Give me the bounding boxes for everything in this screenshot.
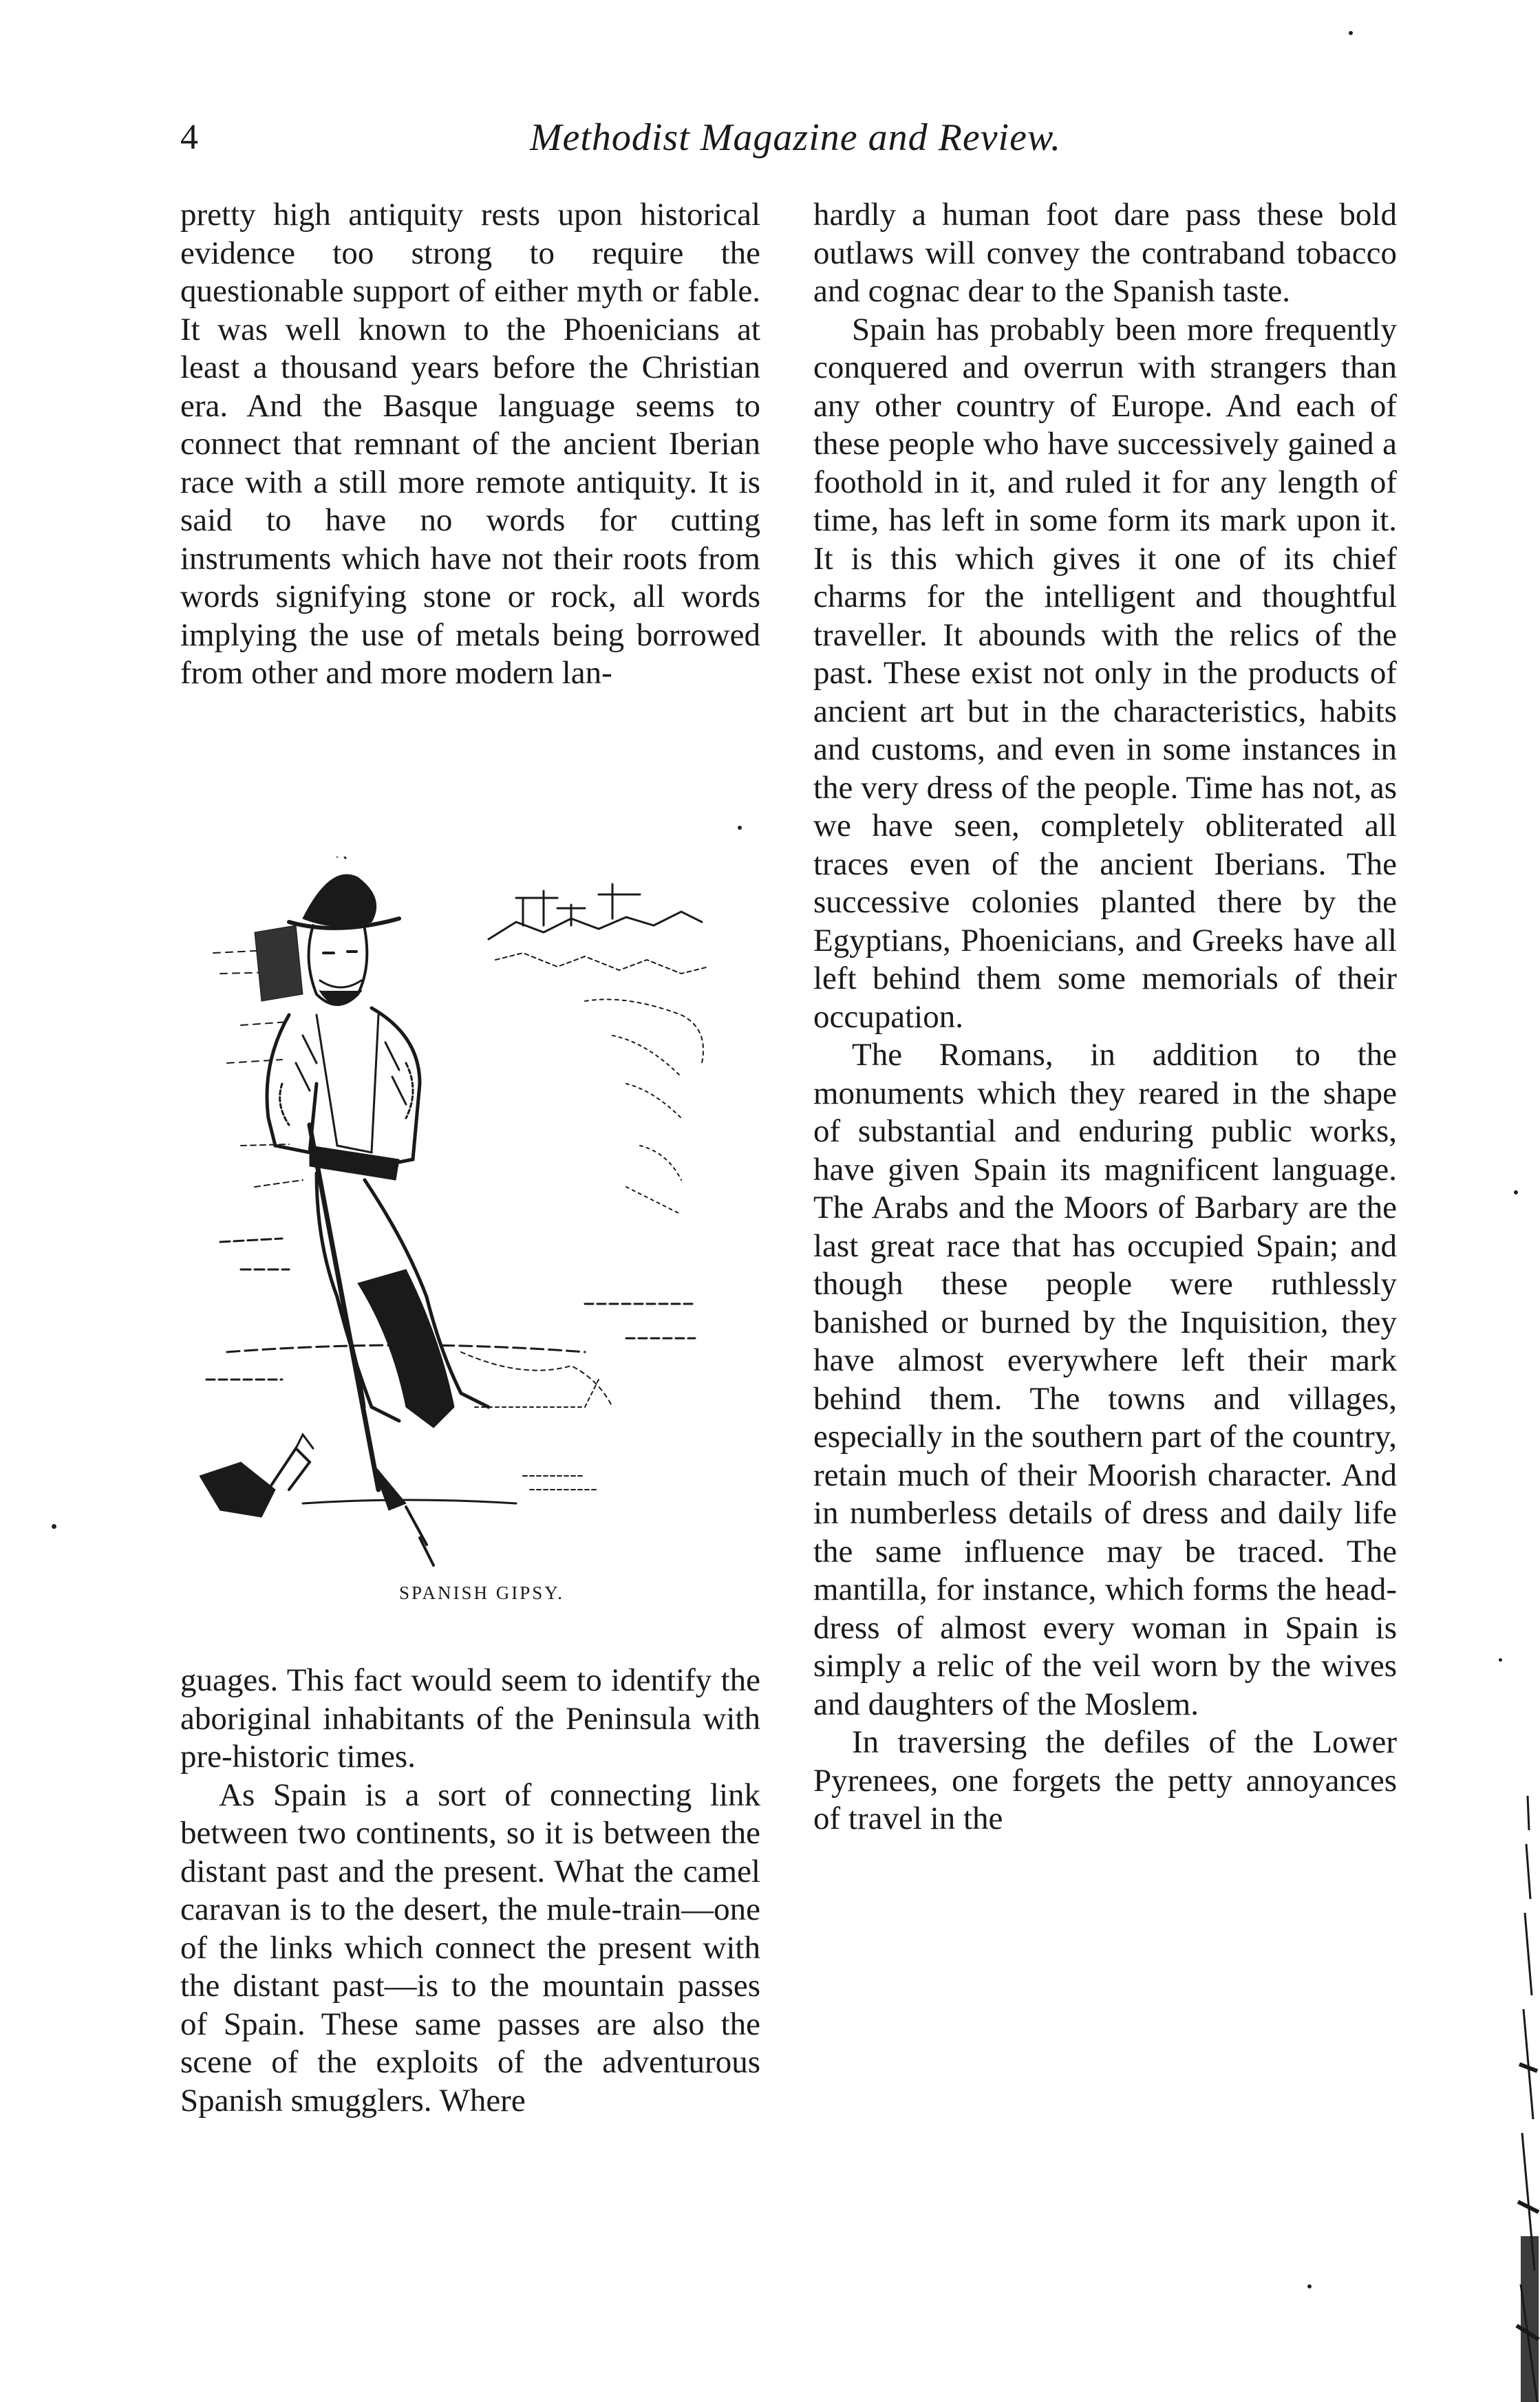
right-column (813, 196, 1397, 1838)
left-column-top (180, 196, 760, 693)
running-head (180, 110, 1411, 165)
scan-speck (1307, 2284, 1312, 2288)
figure-caption: SPANISH GIPSY. (398, 1583, 565, 1603)
gipsy-engraving (200, 857, 764, 1579)
paragraph: hardly a human foot dare pass these bold outlaws will convey the contraband tobacco and cognac dear to the Spanish taste. (813, 197, 1397, 309)
scan-speck (52, 1524, 56, 1529)
paragraph: guages. This fact would seem to identify the aboriginal inhabitants of the Peninsula with pre-historic times. (180, 1662, 760, 1774)
magazine-title: Methodist Magazine and Review. (529, 116, 1062, 159)
scan-speck (1499, 1658, 1502, 1662)
paragraph: As Spain is a sort of connecting link between two continents, so it is between the distant past and the present. What the camel caravan is to the desert, the mule-train—one of the links which connect the present with the distant past—is to the mountain passes of Spain. These same passes are also the scene of the exploits of the adventurous Spanish smugglers. Where (180, 1777, 760, 2119)
illustration-spanish-gipsy (200, 857, 764, 1613)
scan-binding-edge (1507, 1789, 1540, 2402)
left-column-bottom (180, 1662, 760, 2120)
scan-speck (1514, 1190, 1518, 1194)
paragraph: In traversing the defiles of the Lower Pyrenees, one forgets the petty annoyances of travel in the (813, 1724, 1397, 1836)
scan-speck (738, 826, 742, 830)
paragraph: The Romans, in addition to the monuments which they reared in the shape of substantial and enduring public works, have given Spain its magnificent language. The Arabs and the Moors of Barbary are the last great race that has occupied Spain; and though these people were ruthlessly banished or burned by the Inquisition, they have almost everywhere left their mark behind them. The towns and villages, especially in the southern part of the country, retain much of their Moorish character. And in numberless details of dress and daily life the same influence may be traced. The mantilla, for instance, which forms the head-dress of almost every woman in Spain is simply a relic of the veil worn by the wives and daughters of the Moslem. (813, 1037, 1397, 1722)
paragraph: Spain has probably been more frequently conquered and overrun with strangers than any other country of Europe. And each of these people who have successively gained a foothold in it, and ruled it for any length of time, has left in some form its mark upon it. It is this which gives it one of its chief charms for the intelligent and thoughtful traveller. It abounds with the relics of the past. These exist not only in the products of ancient art but in the characteristics, habits and customs, and even in some instances in the very dress of the people. Time has not, as we have seen, completely obliterated all traces even of the ancient Iberians. The successive colonies planted there by the Egyptians, Phoenicians, and Greeks have all left behind them some memorials of their occupation. (813, 311, 1397, 1035)
paragraph: pretty high antiquity rests upon historical evidence too strong to require the questionable support of either myth or fable. It was well known to the Phoenicians at least a thousand years before the Christian era. And the Basque language seems to connect that remnant of the ancient Iberian race with a still more remote antiquity. It is said to have no words for cutting instruments which have not their roots from words signifying stone or rock, all words implying the use of metals being borrowed from other and more modern lan- (180, 197, 760, 691)
page-number: 4 (180, 118, 198, 157)
scan-speck (1349, 31, 1353, 35)
